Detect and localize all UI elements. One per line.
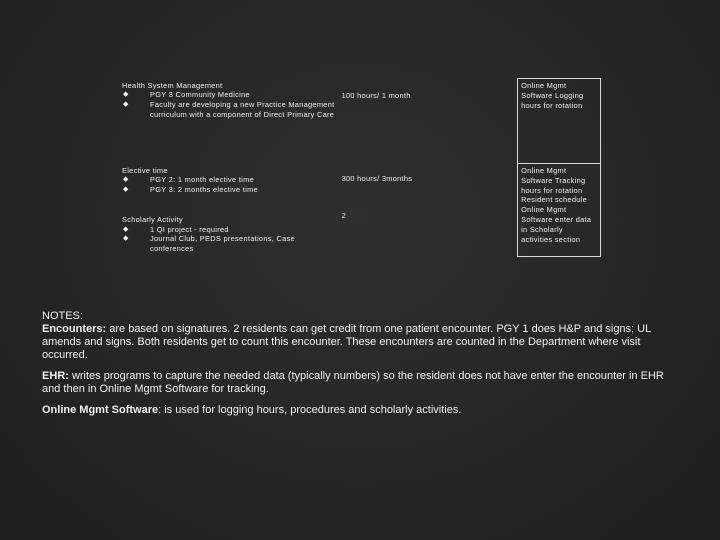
list-item: ◆ 1 QI project - required bbox=[123, 224, 229, 234]
hours-cell bbox=[339, 79, 518, 164]
section-title: Scholarly Activity bbox=[122, 214, 183, 224]
component-cell bbox=[119, 164, 339, 257]
list-item: ◆ Faculty are developing a new Practice Management curriculum with a component of Direct Primary Care bbox=[123, 100, 335, 119]
list-item: ◆ PGY 3: 2 months elective time bbox=[123, 185, 258, 195]
oms-label: Online Mgmt Software bbox=[42, 404, 159, 416]
table-row bbox=[119, 164, 601, 257]
bullet-icon: ◆ bbox=[123, 235, 129, 243]
bullet-icon: ◆ bbox=[123, 186, 129, 194]
bullet-list bbox=[122, 225, 335, 254]
scholarly-value: 2 bbox=[341, 211, 346, 221]
hours-cell bbox=[339, 164, 518, 257]
notes-encounters bbox=[42, 310, 672, 362]
bullet-list bbox=[122, 90, 335, 119]
tracking-cell: Online Mgmt Software Logging hours for rotation bbox=[518, 79, 601, 164]
section-title: Elective time bbox=[122, 165, 168, 175]
list-item: ◆ PGY 3 Community Medicine bbox=[123, 90, 250, 100]
tracking-cell: Online Mgmt Software Tracking hours for rotation Resident schedule Online Mgmt Software enter data in Scholarly activities section bbox=[518, 164, 601, 257]
hours-value: 300 hours/ 3months bbox=[341, 173, 413, 183]
list-item: ◆ PGY 2: 1 month elective time bbox=[123, 175, 254, 185]
notes-ehr bbox=[42, 370, 672, 396]
ehr-label: EHR: bbox=[42, 370, 69, 382]
bullet-icon: ◆ bbox=[123, 176, 129, 184]
table-row bbox=[119, 79, 601, 164]
bullet-icon: ◆ bbox=[123, 91, 129, 99]
notes-oms bbox=[42, 404, 672, 417]
notes-section bbox=[42, 310, 672, 425]
component-cell bbox=[119, 79, 339, 164]
encounters-label: Encounters: bbox=[42, 323, 107, 335]
ehr-text: writes programs to capture the needed data (typically numbers) so the resident does not have enter the encounter in EHR and then in Online Mgmt Software for tracking. bbox=[42, 370, 664, 395]
bullet-icon: ◆ bbox=[123, 225, 129, 233]
notes-heading: NOTES: bbox=[42, 310, 83, 322]
oms-text: : is used for logging hours, procedures and scholarly activities. bbox=[158, 404, 462, 416]
encounters-text: are based on signatures. 2 residents can get credit from one patient encounter. PGY 1 does H&P and signs; UL amends and signs. Both residents get to count this encounter. These encounters are counted in the Department where visit occurred. bbox=[42, 323, 651, 361]
list-item: ◆ Journal Club, PEDS presentations, Case conferences bbox=[123, 234, 295, 254]
curriculum-table bbox=[119, 78, 601, 257]
bullet-list bbox=[122, 175, 335, 195]
section-title: Health System Management bbox=[122, 80, 223, 90]
hours-value: 100 hours/ 1 month bbox=[341, 90, 411, 100]
bullet-icon: ◆ bbox=[123, 101, 129, 109]
